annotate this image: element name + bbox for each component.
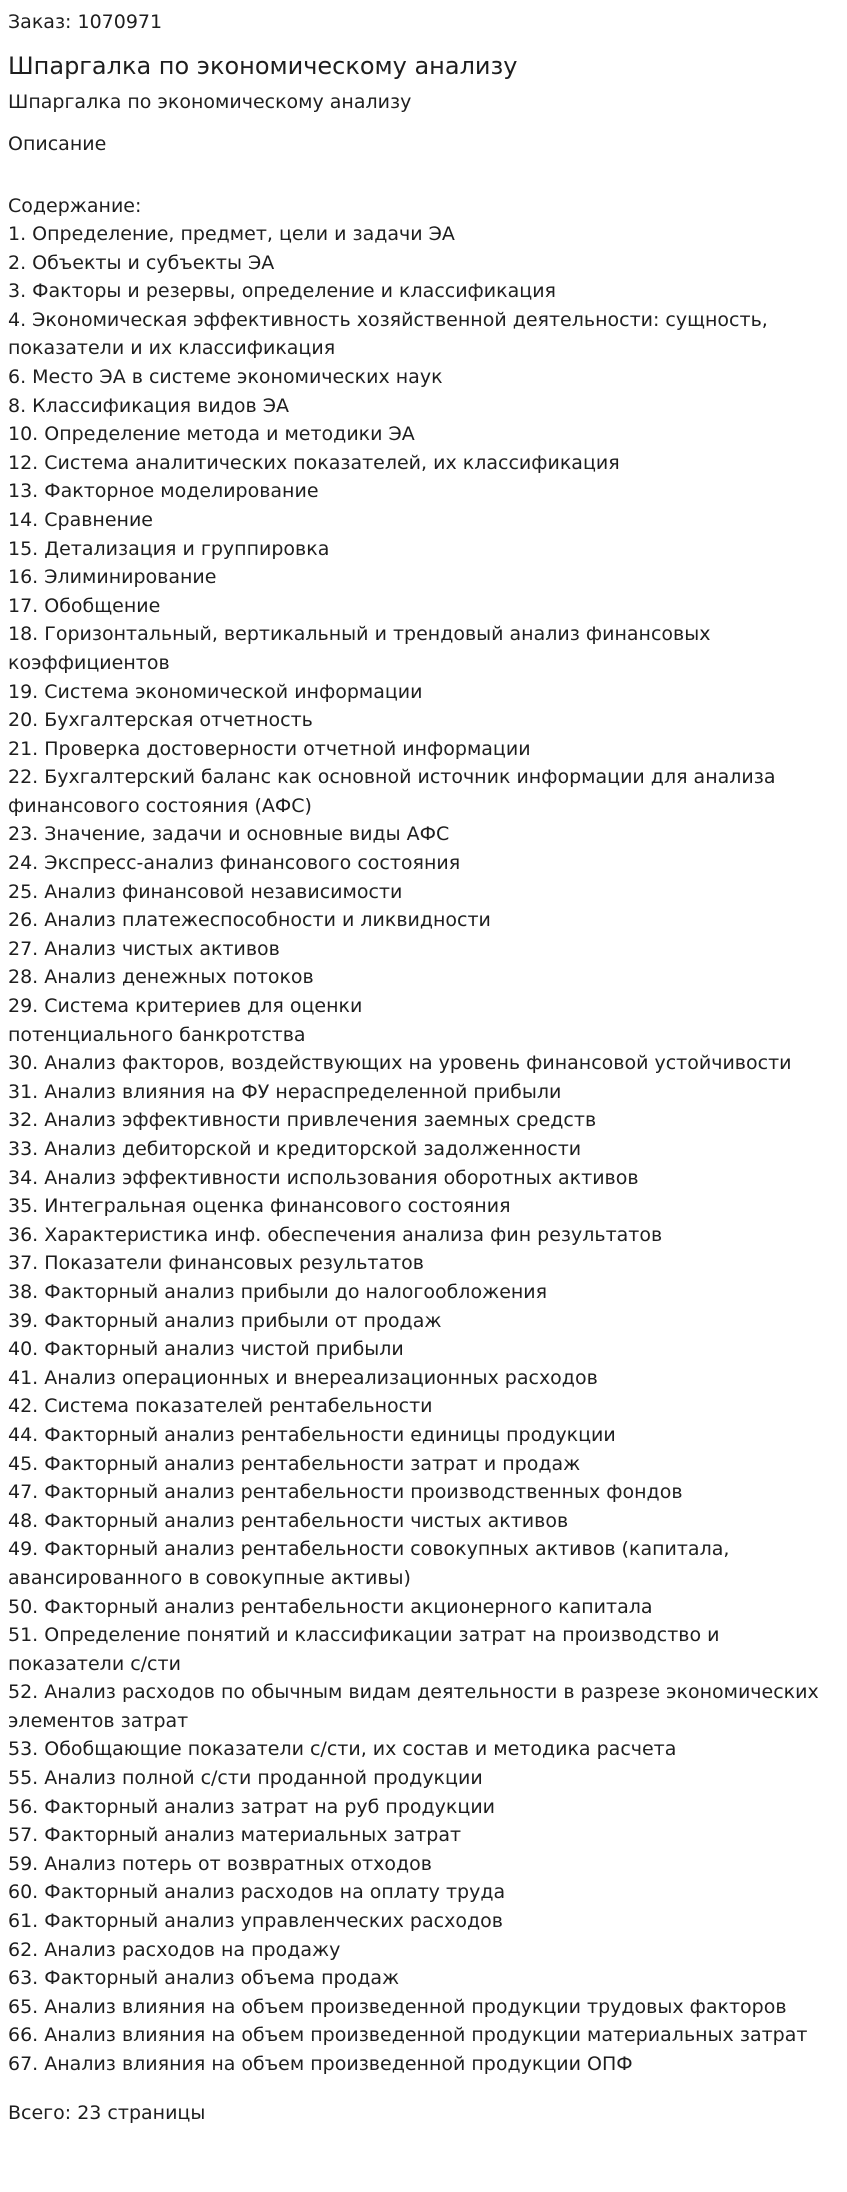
contents-item: 48. Факторный анализ рентабельности чистых активов xyxy=(8,1509,569,1532)
contents-item: 25. Анализ финансовой независимости xyxy=(8,880,403,903)
contents-item: 52. Анализ расходов по обычным видам деятельности в разрезе экономических элементов затрат xyxy=(8,1681,819,1732)
contents-item: 12. Система аналитических показателей, их классификация xyxy=(8,451,620,474)
contents-item: 17. Обобщение xyxy=(8,594,161,617)
contents-item: 41. Анализ операционных и внереализационных расходов xyxy=(8,1366,598,1389)
contents-item: 59. Анализ потерь от возвратных отходов xyxy=(8,1852,432,1875)
contents-item: 56. Факторный анализ затрат на руб продукции xyxy=(8,1795,496,1818)
contents-item: 65. Анализ влияния на объем произведенной продукции трудовых факторов xyxy=(8,1995,787,2018)
page-title: Шпаргалка по экономическому анализу xyxy=(8,52,518,80)
contents-item: 23. Значение, задачи и основные виды АФС xyxy=(8,823,450,846)
contents-label: Содержание: xyxy=(8,195,142,217)
order-number: Заказ: 1070971 xyxy=(8,11,163,33)
contents-item: 66. Анализ влияния на объем произведенной продукции материальных затрат xyxy=(8,2024,808,2047)
contents-item: 21. Проверка достоверности отчетной информации xyxy=(8,737,531,760)
contents-item: 3. Факторы и резервы, определение и классификация xyxy=(8,280,556,303)
contents-item: 33. Анализ дебиторской и кредиторской задолженности xyxy=(8,1138,582,1160)
contents-item: 51. Определение понятий и классификации затрат на производство и показатели с/сти xyxy=(8,1624,720,1675)
contents-item: 24. Экспресс-анализ финансового состояния xyxy=(8,852,461,875)
contents-item: 36. Характеристика инф. обеспечения анализа фин результатов xyxy=(8,1223,663,1246)
contents-item: 53. Обобщающие показатели с/сти, их состав и методика расчета xyxy=(8,1738,677,1761)
contents-item: 45. Факторный анализ рентабельности затрат и продаж xyxy=(8,1452,581,1475)
contents-item: 62. Анализ расходов на продажу xyxy=(8,1938,341,1961)
contents-item: 8. Классификация видов ЭА xyxy=(8,394,289,417)
contents-item: 35. Интегральная оценка финансового состояния xyxy=(8,1195,511,1218)
contents-item: 49. Факторный анализ рентабельности совокупных активов (капитала, авансированного в совокупные активы) xyxy=(8,1538,730,1589)
page-subtitle: Шпаргалка по экономическому анализу xyxy=(8,91,412,113)
contents-item: 44. Факторный анализ рентабельности единицы продукции xyxy=(8,1423,616,1446)
contents-item: 40. Факторный анализ чистой прибыли xyxy=(8,1338,404,1361)
contents-item: 26. Анализ платежеспособности и ликвидности xyxy=(8,909,491,932)
contents-item: 63. Факторный анализ объема продаж xyxy=(8,1967,400,1990)
contents-item: 60. Факторный анализ расходов на оплату труда xyxy=(8,1881,506,1904)
contents-item: 20. Бухгалтерская отчетность xyxy=(8,709,313,732)
contents-item: 37. Показатели финансовых результатов xyxy=(8,1252,424,1275)
contents-item: 19. Система экономической информации xyxy=(8,680,423,703)
contents-item: 13. Факторное моделирование xyxy=(8,480,319,503)
contents-item: 39. Факторный анализ прибыли от продаж xyxy=(8,1309,442,1332)
contents-item: 61. Факторный анализ управленческих расходов xyxy=(8,1910,503,1933)
contents-item: 4. Экономическая эффективность хозяйственной деятельности: сущность, показатели и их классификация xyxy=(8,308,768,360)
total-pages: Всего: 23 страницы xyxy=(8,2101,206,2124)
contents-item: 6. Место ЭА в системе экономических наук xyxy=(8,365,443,388)
contents-item: 10. Определение метода и методики ЭА xyxy=(8,423,415,446)
contents-item: 27. Анализ чистых активов xyxy=(8,937,280,960)
contents-item: 22. Бухгалтерский баланс как основной источник информации для анализа финансового состояния (АФС) xyxy=(8,766,776,817)
contents-item: 42. Система показателей рентабельности xyxy=(8,1395,433,1418)
contents-item: 47. Факторный анализ рентабельности производственных фондов xyxy=(8,1481,683,1504)
contents-item: 15. Детализация и группировка xyxy=(8,537,330,560)
contents-item: 55. Анализ полной с/сти проданной продукции xyxy=(8,1767,483,1790)
contents-item: 16. Элиминирование xyxy=(8,566,217,589)
contents-item: 32. Анализ эффективности привлечения заемных средств xyxy=(8,1109,597,1132)
contents-item: 1. Определение, предмет, цели и задачи ЭА xyxy=(8,223,455,245)
contents-item: 14. Сравнение xyxy=(8,508,153,531)
contents-item: 50. Факторный анализ рентабельности акционерного капитала xyxy=(8,1595,653,1618)
contents-item: 57. Факторный анализ материальных затрат xyxy=(8,1824,462,1847)
contents-item: 31. Анализ влияния на ФУ нераспределенной прибыли xyxy=(8,1080,562,1103)
contents-item: 2. Объекты и субъекты ЭА xyxy=(8,251,275,274)
contents-item: 38. Факторный анализ прибыли до налогообложения xyxy=(8,1280,548,1303)
contents-item: 28. Анализ денежных потоков xyxy=(8,966,314,989)
contents-item: 18. Горизонтальный, вертикальный и трендовый анализ финансовых коэффициентов xyxy=(8,623,711,674)
description-label: Описание xyxy=(8,133,107,155)
contents-item: 29. Система критериев для оценки потенциального банкротства xyxy=(8,995,363,1046)
contents-item: 30. Анализ факторов, воздействующих на уровень финансовой устойчивости xyxy=(8,1052,792,1075)
contents-item: 34. Анализ эффективности использования оборотных активов xyxy=(8,1166,639,1189)
contents-item: 67. Анализ влияния на объем произведенной продукции ОПФ xyxy=(8,2053,633,2075)
contents-list xyxy=(8,220,839,2079)
